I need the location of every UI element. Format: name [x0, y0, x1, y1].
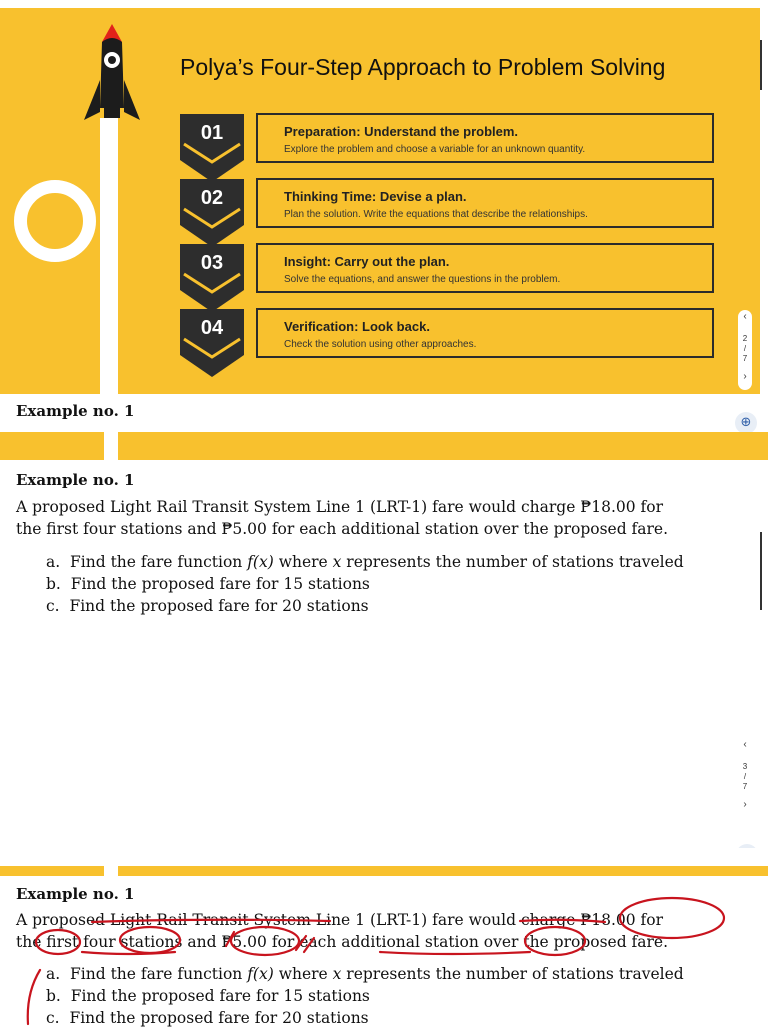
example-heading: Example no. 1: [16, 402, 135, 420]
step-4-box: [256, 308, 714, 358]
item-text: represents the number of stations traveled: [341, 553, 684, 571]
item-text: Find the fare function: [70, 553, 248, 571]
item-letter: b.: [46, 987, 61, 1005]
example-heading: Example no. 1: [16, 885, 135, 903]
step-2-box: [256, 178, 714, 228]
slide-example-1: [0, 432, 768, 848]
slide-title: Polya’s Four-Step Approach to Problem Solving: [180, 54, 666, 80]
rocket-icon: [82, 20, 142, 130]
list-item-b: [46, 573, 370, 595]
step-badge: [180, 309, 244, 377]
example-heading: Example no. 1: [16, 471, 135, 489]
step-number: 01: [200, 122, 224, 144]
page-total: 7: [742, 782, 748, 791]
step-title: Verification: Look back.: [284, 319, 430, 334]
scrollbar[interactable]: [760, 532, 762, 610]
step-number: 04: [200, 317, 224, 339]
item-text: where: [273, 965, 333, 983]
step-1-box: [256, 113, 714, 163]
slide-polya-steps: [0, 0, 768, 432]
trail-loop: [14, 180, 96, 262]
problem-line-2: the first four stations and ₱5.00 for each additional station over the proposed fare.: [16, 933, 669, 951]
list-item-a: [46, 551, 684, 573]
scrollbar[interactable]: [760, 40, 762, 90]
chevron-down-icon[interactable]: ›: [743, 799, 747, 810]
step-description: Plan the solution. Write the equations that describe the relationships.: [284, 209, 588, 220]
zoom-in-icon[interactable]: ⊕: [735, 412, 757, 434]
item-letter: a.: [46, 965, 61, 983]
item-function: f(x): [247, 553, 274, 571]
step-number: 03: [200, 252, 224, 274]
step-description: Explore the problem and choose a variable for an unknown quantity.: [284, 144, 586, 155]
list-item-c: [46, 595, 369, 617]
step-badge: [180, 179, 244, 247]
step-3-box: [256, 243, 714, 293]
chevron-up-icon[interactable]: ‹: [743, 311, 747, 322]
chevron-up-icon[interactable]: ‹: [743, 739, 747, 750]
slide-example-1-annotated: [0, 848, 768, 1027]
item-text: Find the proposed fare for 20 stations: [69, 597, 369, 615]
step-description: Check the solution using other approaches.: [284, 339, 477, 350]
problem-line-2: the first four stations and ₱5.00 for each additional station over the proposed fare.: [16, 520, 669, 538]
step-title: Insight: Carry out the plan.: [284, 254, 450, 269]
item-letter: c.: [46, 1009, 60, 1027]
step-badge: [180, 114, 244, 182]
problem-line-1: A proposed Light Rail Transit System Line 1 (LRT-1) fare would charge ₱18.00 for: [16, 911, 664, 929]
step-badge: [180, 244, 244, 312]
item-text: represents the number of stations traveled: [341, 965, 684, 983]
page-separator: /: [743, 772, 747, 781]
rocket-trail: [100, 118, 118, 398]
page-current: 3: [742, 762, 748, 771]
item-letter: b.: [46, 575, 61, 593]
item-variable: x: [332, 553, 342, 571]
step-description: Solve the equations, and answer the questions in the problem.: [284, 274, 561, 285]
step-title: Thinking Time: Devise a plan.: [284, 189, 467, 204]
item-text: Find the proposed fare for 20 stations: [69, 1009, 369, 1027]
item-text: Find the fare function: [70, 965, 248, 983]
item-letter: c.: [46, 597, 60, 615]
page-navigator: [738, 310, 752, 390]
step-number: 02: [200, 187, 224, 209]
page-total: 7: [742, 354, 748, 363]
problem-line-1: A proposed Light Rail Transit System Line 1 (LRT-1) fare would charge ₱18.00 for: [16, 498, 664, 516]
item-letter: a.: [46, 553, 61, 571]
page-separator: /: [743, 344, 747, 353]
page-current: 2: [742, 334, 748, 343]
band-gap: [104, 432, 118, 460]
handwritten-annotations: [0, 848, 768, 1024]
page-navigator: [738, 740, 752, 826]
item-text: Find the proposed fare for 15 stations: [70, 987, 370, 1005]
item-text: where: [273, 553, 333, 571]
item-text: Find the proposed fare for 15 stations: [70, 575, 370, 593]
item-function: f(x): [247, 965, 274, 983]
step-title: Preparation: Understand the problem.: [284, 124, 519, 139]
item-variable: x: [332, 965, 342, 983]
chevron-down-icon[interactable]: ›: [743, 371, 747, 382]
